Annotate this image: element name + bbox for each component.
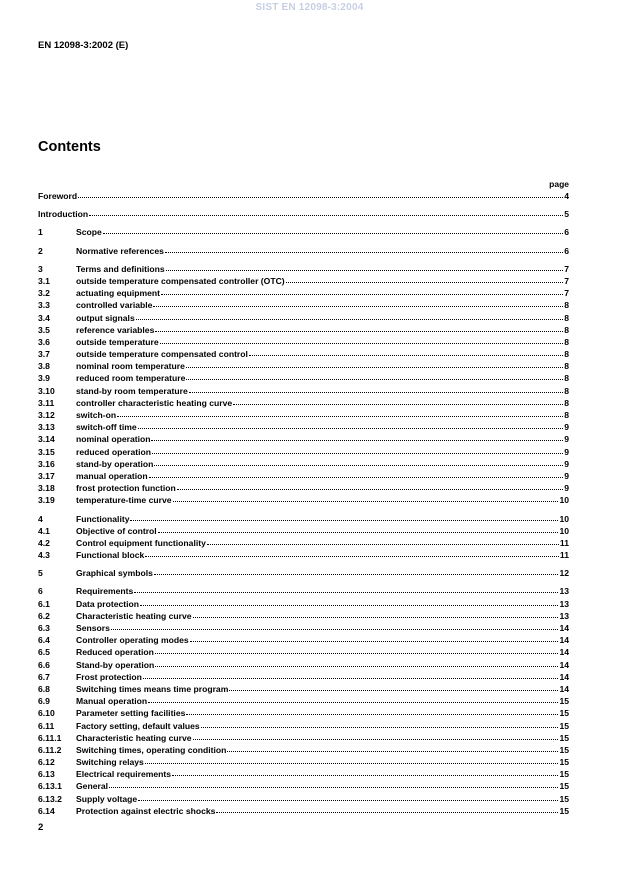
dot-leader — [103, 225, 563, 234]
toc-entry-title: actuating equipment — [76, 288, 161, 299]
dot-leader — [149, 469, 564, 478]
toc-entry-title: Terms and definitions — [76, 263, 165, 274]
toc-entry-page: 8 — [564, 312, 569, 323]
toc-entry-page: 6 — [564, 227, 569, 238]
dot-leader — [109, 779, 558, 788]
toc-entry-number: 4.2 — [38, 537, 50, 548]
dot-leader — [186, 706, 558, 715]
toc-entry-number: 6.9 — [38, 696, 50, 707]
toc-entry-number: 5 — [38, 568, 43, 579]
toc-entry-number: 3.11 — [38, 397, 55, 408]
toc-entry-title: Switching times, operating condition — [76, 744, 227, 755]
toc-entry-number: 3.13 — [38, 422, 55, 433]
toc-entry-page: 14 — [559, 659, 569, 670]
dot-leader — [172, 767, 558, 776]
dot-leader — [249, 347, 563, 356]
toc-entry-page: 8 — [564, 410, 569, 420]
toc-entry-title: Electrical requirements — [76, 769, 172, 780]
toc-entry-page: 6 — [564, 245, 569, 256]
toc-entry-number: 6.10 — [38, 708, 55, 719]
toc-entry-page: 14 — [559, 623, 569, 633]
toc-entry-title: Factory setting, default values — [76, 720, 200, 731]
toc-entry-number: 3.1 — [38, 275, 50, 286]
toc-entry-page: 9 — [564, 434, 569, 445]
toc-entry-page: 9 — [564, 422, 569, 433]
toc-entry-title: Controller operating modes — [76, 635, 189, 646]
toc-entry-number: 3.15 — [38, 446, 55, 457]
toc-entry-title: Functional block — [76, 550, 145, 561]
toc-entry-number: 3 — [38, 263, 43, 274]
toc-entry-title: outside temperature compensated controller (OTC) — [76, 275, 285, 286]
page-number: 2 — [38, 822, 44, 833]
toc-entry-title: Frost protection — [76, 671, 142, 682]
dot-leader — [155, 658, 558, 667]
dot-leader — [227, 743, 558, 752]
toc-entry[interactable] — [38, 226, 569, 238]
toc-entry-number: 6.14 — [38, 805, 55, 816]
dot-leader — [166, 262, 564, 271]
toc-entry[interactable] — [38, 567, 569, 579]
toc-entry-number: 6 — [38, 586, 43, 597]
toc-entry-page: 8 — [564, 300, 569, 311]
toc-entry-page: 10 — [559, 525, 569, 536]
toc-entry-page: 5 — [564, 209, 569, 220]
dot-leader — [216, 804, 558, 813]
toc-entry-page: 7 — [564, 288, 569, 299]
dot-leader — [138, 420, 564, 429]
toc-entry-number: 6.12 — [38, 757, 55, 768]
toc-entry-title: output signals — [76, 312, 135, 323]
toc-entry-page: 4 — [564, 191, 569, 201]
toc-entry-title: reduced operation — [76, 446, 151, 457]
dot-leader — [193, 609, 559, 618]
watermark: SIST EN 12098-3:2004 — [255, 2, 364, 13]
toc-entry[interactable] — [38, 208, 569, 220]
dot-leader — [143, 670, 559, 679]
toc-entry-number: 6.8 — [38, 683, 50, 694]
dot-leader — [229, 682, 558, 691]
toc-entry-page: 14 — [559, 671, 569, 682]
toc-entry-number: 6.13 — [38, 769, 55, 780]
toc-entry[interactable] — [38, 245, 569, 257]
toc-entry-title: Normative references — [76, 245, 164, 256]
toc-entry-title: reference variables — [76, 324, 155, 335]
toc-entry-page: 8 — [564, 336, 569, 347]
toc-entry-title: switch-off time — [76, 422, 137, 433]
toc-entry-number: 2 — [38, 245, 43, 256]
dot-leader — [111, 621, 559, 630]
toc-entry-page: 8 — [564, 373, 569, 384]
toc-entry-page: 11 — [559, 537, 569, 548]
dot-leader — [177, 481, 563, 490]
toc-entry-title: Manual operation — [76, 696, 148, 707]
dot-leader — [136, 311, 563, 320]
toc-entry-number: 6.6 — [38, 659, 50, 670]
toc-entry-page: 8 — [564, 397, 569, 408]
toc-entry-number: 6.11.2 — [38, 744, 62, 755]
toc-entry[interactable] — [38, 494, 569, 506]
toc-entry-number: 4.1 — [38, 525, 50, 536]
dot-leader — [286, 274, 564, 283]
toc-entry-page: 14 — [559, 683, 569, 694]
dot-leader — [160, 335, 564, 344]
dot-leader — [207, 536, 559, 545]
toc-entry-page: 15 — [559, 805, 569, 816]
toc-entry-page: 12 — [559, 568, 569, 579]
toc-entry-number: 6.7 — [38, 671, 50, 682]
toc-entry-title: Characteristic heating curve — [76, 610, 192, 621]
page-column-label: page — [549, 179, 569, 189]
toc-entry-title: Protection against electric shocks — [76, 805, 216, 816]
dot-leader — [189, 384, 563, 393]
toc-entry-title: Functionality — [76, 513, 130, 524]
toc-entry-number: 3.18 — [38, 483, 55, 494]
toc-entry-title: frost protection function — [76, 483, 176, 494]
toc-entry-number: 4.3 — [38, 550, 50, 561]
dot-leader — [78, 189, 563, 198]
toc-entry-number: 6.2 — [38, 610, 50, 621]
toc-entry-title: Reduced operation — [76, 647, 154, 658]
toc-entry-number: 6.3 — [38, 623, 50, 633]
toc-entry-number: 3.19 — [38, 495, 55, 506]
toc-entry-title: switch-on — [76, 410, 117, 420]
toc-entry-title: Data protection — [76, 598, 140, 609]
dot-leader — [201, 719, 559, 728]
toc-entry-title: Characteristic heating curve — [76, 732, 192, 743]
page-title: Contents — [38, 139, 101, 155]
toc-entry-number: 4 — [38, 513, 43, 524]
dot-leader — [154, 457, 563, 466]
dot-leader — [148, 694, 558, 703]
toc-entry-page: 13 — [559, 586, 569, 597]
toc-entry-page: 15 — [559, 720, 569, 731]
toc-entry-title: Stand-by operation — [76, 659, 155, 670]
dot-leader — [161, 286, 563, 295]
dot-leader — [138, 792, 558, 801]
toc-entry-title: controller characteristic heating curve — [76, 397, 233, 408]
toc-entry-number: 1 — [38, 227, 43, 238]
toc-entry-title: stand-by operation — [76, 458, 154, 469]
dot-leader — [151, 432, 563, 441]
toc-entry-page: 9 — [564, 470, 569, 481]
dot-leader — [158, 524, 559, 533]
toc-entry[interactable] — [38, 549, 569, 561]
toc-entry-number: 3.17 — [38, 470, 55, 481]
toc-entry-title: outside temperature — [76, 336, 159, 347]
dot-leader — [117, 408, 563, 417]
toc-entry-page: 15 — [559, 744, 569, 755]
toc-entry-number: 6.11.1 — [38, 732, 62, 743]
dot-leader — [153, 298, 563, 307]
toc-entry-page: 10 — [559, 513, 569, 524]
toc-entry-number: 6.4 — [38, 635, 50, 646]
dot-leader — [186, 371, 563, 380]
toc-entry-title: outside temperature compensated control — [76, 349, 248, 360]
toc-entry-number: 3.16 — [38, 458, 55, 469]
dot-leader — [186, 359, 563, 368]
toc-entry-title: Sensors — [76, 623, 110, 633]
dot-leader — [89, 207, 563, 216]
toc-entry-page: 15 — [559, 781, 569, 792]
toc-entry-title: Requirements — [76, 586, 134, 597]
toc-entry-title: reduced room temperature — [76, 373, 186, 384]
toc-entry-number: 6.11 — [38, 720, 55, 731]
toc-entry-number: 3.4 — [38, 312, 50, 323]
toc-entry-page: 9 — [564, 446, 569, 457]
dot-leader — [145, 755, 559, 764]
toc-entry-page: 15 — [559, 769, 569, 780]
dot-leader — [152, 445, 563, 454]
toc-entry-number: 3.7 — [38, 349, 50, 360]
toc-entry-title: Objective of control — [76, 525, 157, 536]
toc-entry-page: 7 — [564, 263, 569, 274]
toc-entry-number: 3.2 — [38, 288, 50, 299]
dot-leader — [134, 584, 558, 593]
dot-leader — [173, 493, 559, 502]
dot-leader — [154, 566, 559, 575]
toc-entry-title: Switching relays — [76, 757, 144, 768]
toc-entry-title: manual operation — [76, 470, 148, 481]
dot-leader — [140, 597, 558, 606]
toc-entry-title: Foreword — [38, 191, 78, 201]
dot-leader — [130, 512, 558, 521]
toc-entry-page: 13 — [559, 610, 569, 621]
dot-leader — [145, 548, 559, 557]
toc-entry-title: temperature-time curve — [76, 495, 172, 506]
toc-entry-page: 8 — [564, 361, 569, 372]
toc-entry-title: Switching times means time program — [76, 683, 229, 694]
dot-leader — [155, 645, 559, 654]
toc-entry-number: 6.5 — [38, 647, 50, 658]
toc-entry-title: stand-by room temperature — [76, 385, 188, 396]
toc-entry-number: 3.5 — [38, 324, 50, 335]
toc-entry-number: 3.3 — [38, 300, 50, 311]
toc-entry-title: Supply voltage — [76, 793, 138, 804]
toc-entry-title: Scope — [76, 227, 102, 238]
document-id: EN 12098-3:2002 (E) — [38, 40, 129, 51]
toc-entry-page: 15 — [559, 732, 569, 743]
toc-entry-page: 9 — [564, 483, 569, 494]
table-of-contents — [38, 190, 569, 817]
toc-entry-page: 8 — [564, 385, 569, 396]
toc-entry-number: 3.6 — [38, 336, 50, 347]
toc-entry-number: 3.9 — [38, 373, 50, 384]
toc-entry-page: 10 — [559, 495, 569, 506]
toc-entry-title: Parameter setting facilities — [76, 708, 186, 719]
toc-entry-page: 15 — [559, 708, 569, 719]
dot-leader — [155, 323, 563, 332]
toc-entry-number: 3.8 — [38, 361, 50, 372]
toc-entry-title: Introduction — [38, 209, 89, 220]
toc-entry-page: 15 — [559, 793, 569, 804]
toc-entry-title: General — [76, 781, 109, 792]
toc-entry-title: nominal operation — [76, 434, 151, 445]
toc-entry-page: 11 — [559, 550, 569, 561]
toc-entry-title: nominal room temperature — [76, 361, 185, 372]
toc-entry-page: 15 — [559, 696, 569, 707]
toc-entry-title: Control equipment functionality — [76, 537, 206, 548]
toc-entry-page: 13 — [559, 598, 569, 609]
toc-entry-number: 3.10 — [38, 385, 55, 396]
toc-entry-title: controlled variable — [76, 300, 153, 311]
toc-entry-number: 6.1 — [38, 598, 50, 609]
toc-entry-number: 3.14 — [38, 434, 55, 445]
toc-entry[interactable] — [38, 190, 569, 202]
toc-entry-page: 14 — [559, 647, 569, 658]
toc-entry[interactable] — [38, 805, 569, 817]
toc-entry-title: Graphical symbols — [76, 568, 153, 579]
dot-leader — [165, 244, 563, 253]
dot-leader — [233, 396, 563, 405]
toc-entry-page: 14 — [559, 635, 569, 646]
toc-entry-page: 8 — [564, 324, 569, 335]
toc-entry-number: 3.12 — [38, 410, 55, 420]
toc-entry-page: 7 — [564, 275, 569, 286]
toc-entry-page: 8 — [564, 349, 569, 360]
toc-entry-page: 15 — [559, 757, 569, 768]
dot-leader — [193, 731, 559, 740]
toc-entry-number: 6.13.2 — [38, 793, 62, 804]
toc-entry-page: 9 — [564, 458, 569, 469]
dot-leader — [190, 633, 559, 642]
toc-entry-number: 6.13.1 — [38, 781, 62, 792]
